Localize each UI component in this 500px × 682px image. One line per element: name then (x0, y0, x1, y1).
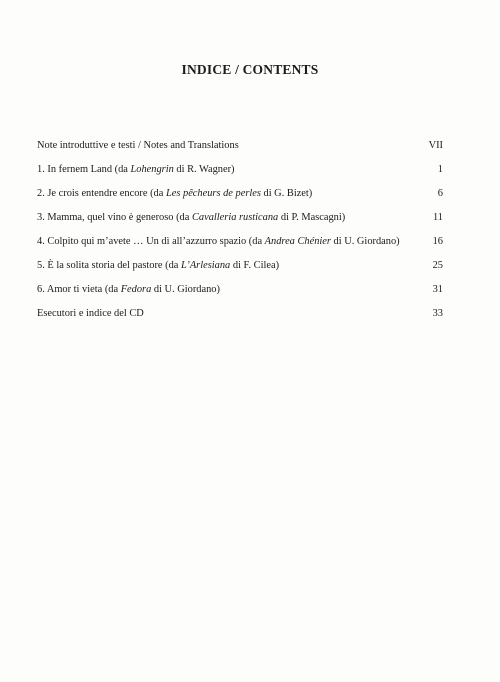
toc-text: di R. Wagner) (173, 164, 235, 175)
toc-page-number: 11 (432, 212, 443, 223)
toc-entry (37, 164, 443, 188)
toc-text: di G. Bizet) (260, 188, 313, 199)
toc-entry-title (37, 284, 220, 295)
toc-entry-title (37, 212, 345, 223)
toc-entry-title (37, 188, 312, 199)
toc-text: di P. Mascagni) (278, 212, 346, 223)
table-of-contents (37, 140, 443, 332)
toc-text: di U. Giordano) (151, 284, 220, 295)
toc-entry (37, 140, 443, 164)
work-title: Andrea Chénier (264, 236, 331, 247)
toc-entry-title (37, 140, 239, 151)
toc-entry-title (37, 236, 400, 247)
toc-page-number: 6 (437, 188, 443, 199)
toc-text: 3. Mamma, quel vino è generoso (da (37, 212, 192, 223)
toc-page-number: VII (428, 140, 443, 151)
toc-entry (37, 284, 443, 308)
toc-text: 5. È la solita storia del pastore (da (37, 260, 181, 271)
toc-entry (37, 308, 443, 332)
work-title: Les pêcheurs de perles (165, 188, 261, 199)
toc-entry (37, 260, 443, 284)
toc-page-number: 1 (437, 164, 443, 175)
work-title: Lohengrin (130, 164, 174, 175)
page-title: INDICE / CONTENTS (181, 62, 319, 77)
toc-text: di U. Giordano) (330, 236, 400, 247)
toc-entry-title (37, 308, 144, 319)
toc-entry (37, 212, 443, 236)
toc-page-number: 16 (432, 236, 443, 247)
work-title: L’Arlesiana (180, 260, 231, 271)
toc-entry-title (37, 164, 235, 175)
toc-text: 1. In fernem Land (da (37, 164, 131, 175)
toc-text: 6. Amor ti vieta (da (37, 284, 121, 295)
toc-entry (37, 188, 443, 212)
toc-entry (37, 236, 443, 260)
toc-page-number: 25 (432, 260, 443, 271)
toc-text: Esecutori e indice del CD (37, 308, 144, 319)
toc-page-number: 33 (432, 308, 443, 319)
work-title: Cavalleria rusticana (191, 212, 279, 223)
toc-text: di F. Cilea) (230, 260, 280, 271)
toc-text: Note introduttive e testi / Notes and Translations (37, 140, 239, 151)
toc-text: 2. Je crois entendre encore (da (37, 188, 166, 199)
toc-page-number: 31 (432, 284, 443, 295)
work-title: Fedora (120, 284, 152, 295)
toc-text: 4. Colpito qui m’avete … Un dì all’azzurro spazio (da (37, 236, 265, 247)
toc-entry-title (37, 260, 279, 271)
